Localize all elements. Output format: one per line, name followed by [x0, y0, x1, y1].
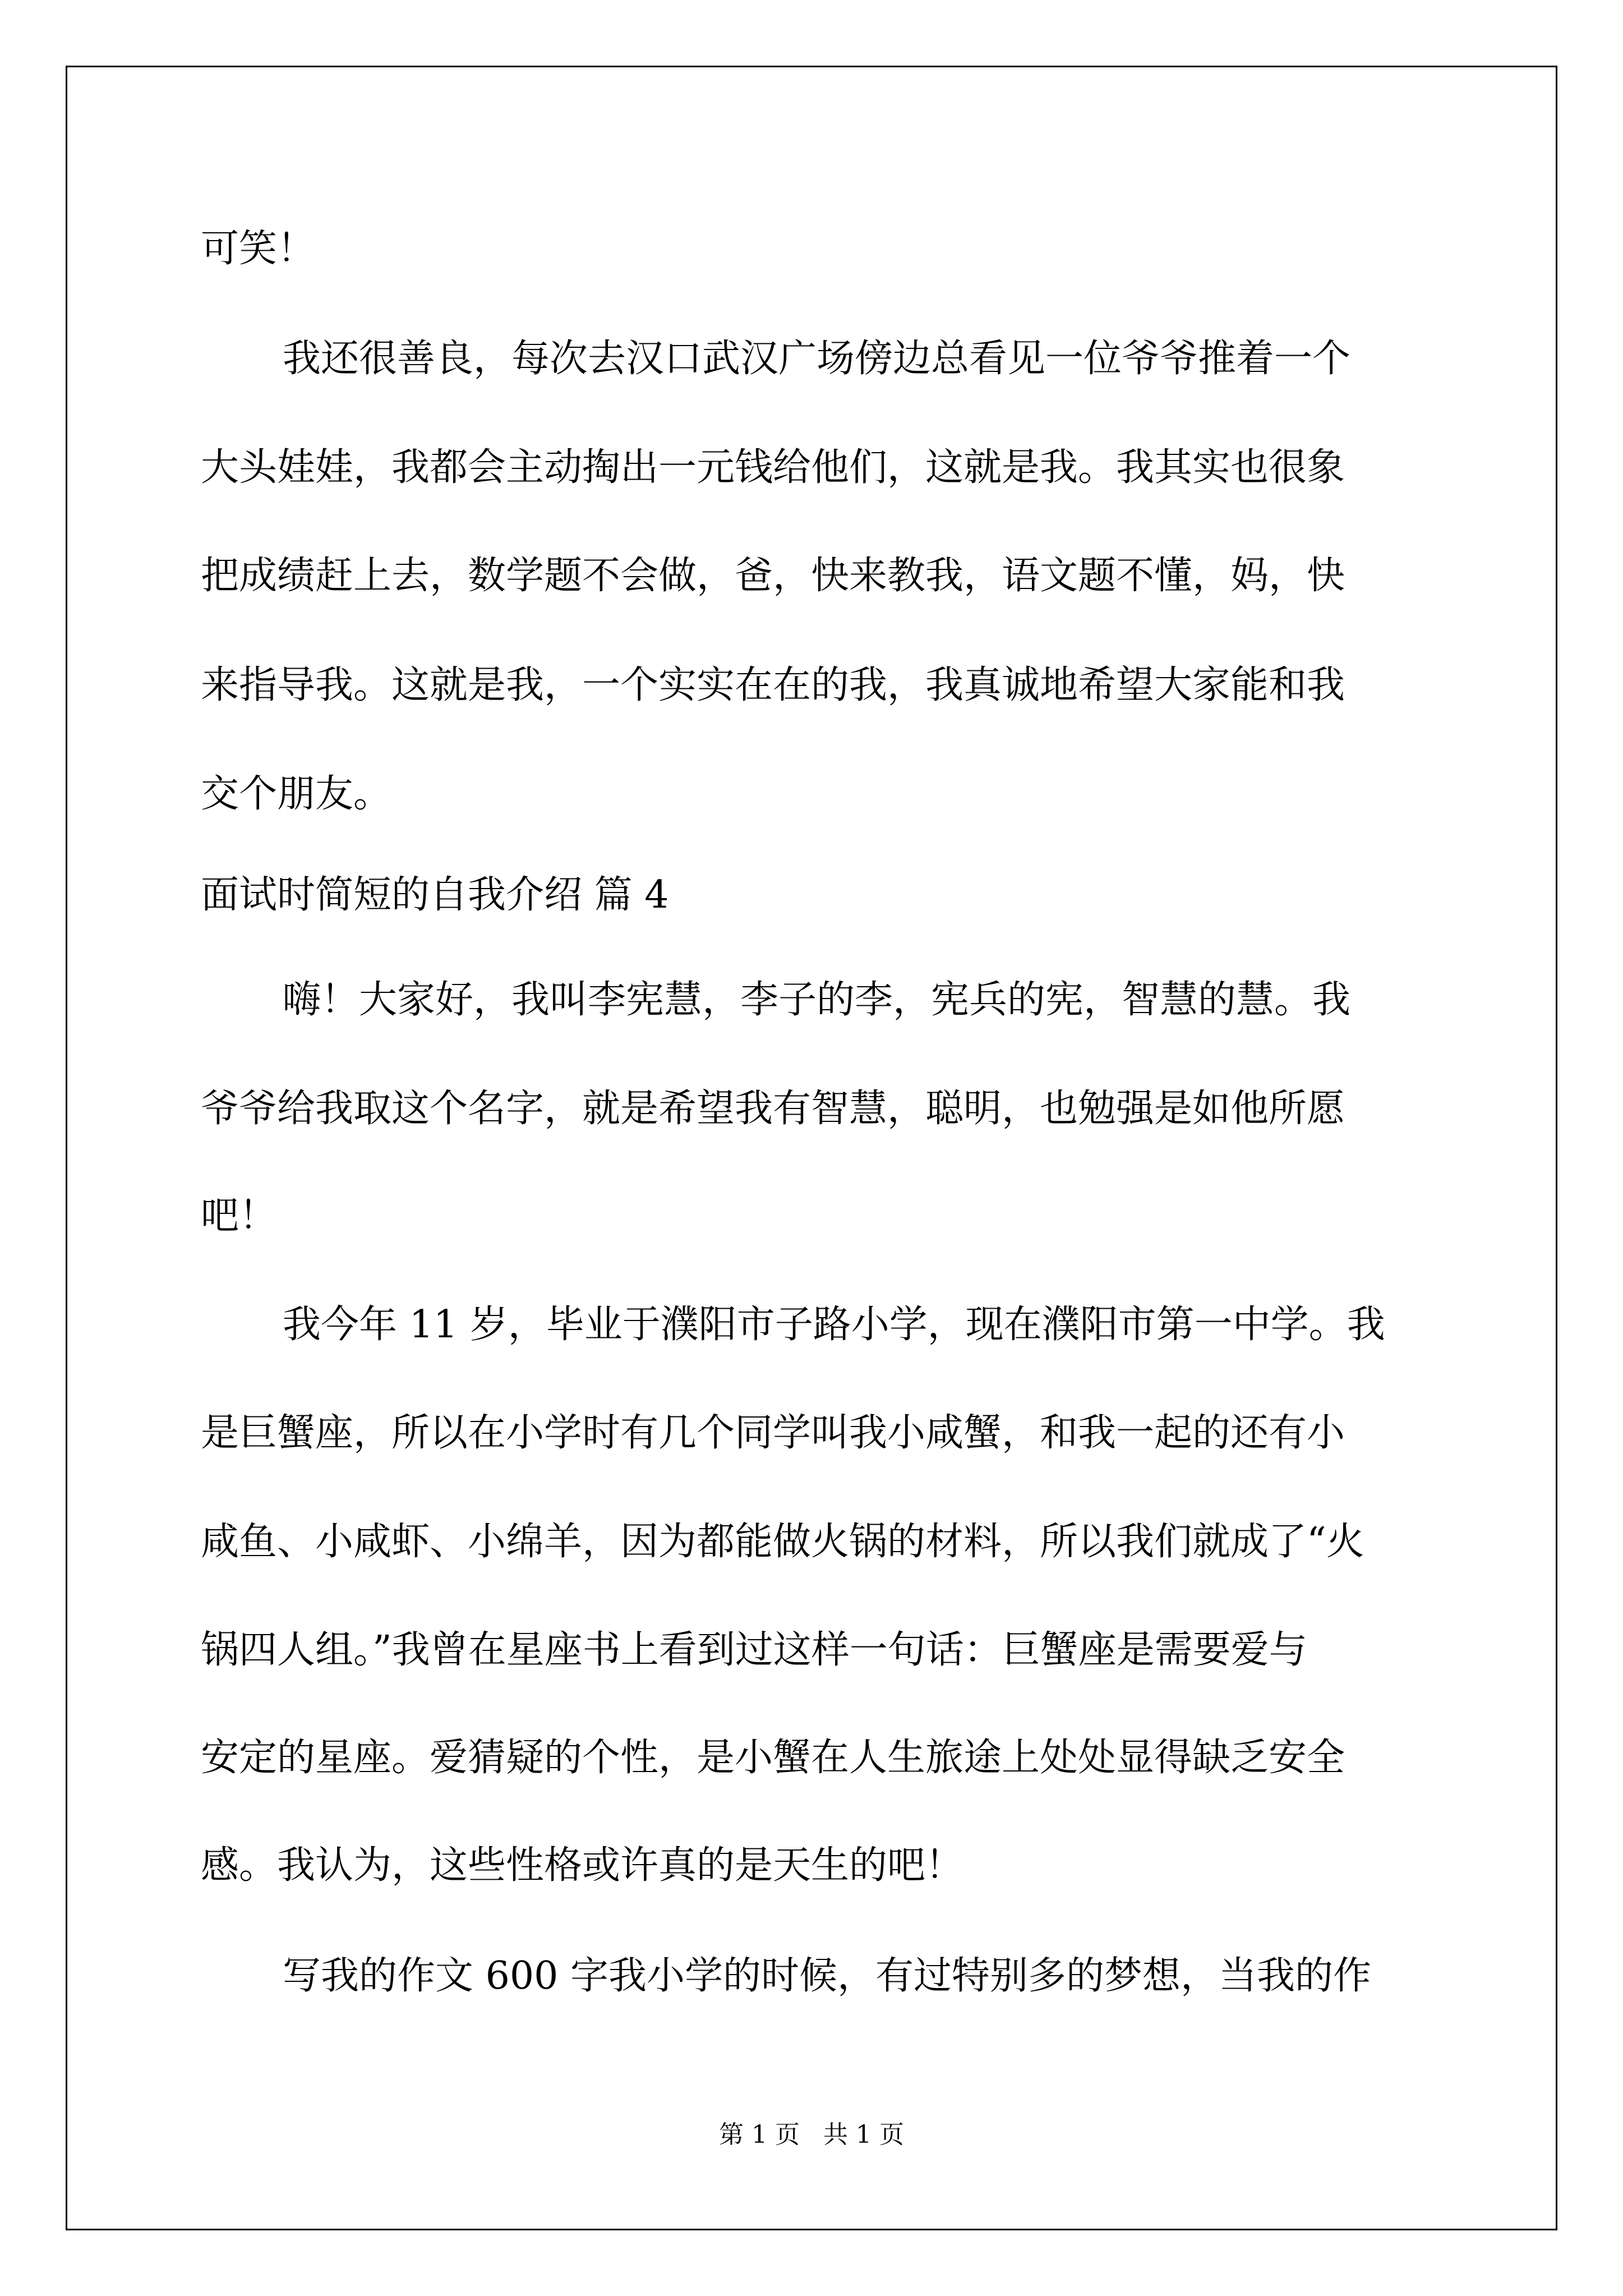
page-footer: 第 1 页 共 1 页	[719, 2120, 904, 2149]
text-line-1: 可笑！	[201, 227, 316, 271]
text-line-5: 来指导我。这就是我，一个实实在在的我，我真诚地希望大家能和我	[201, 663, 1345, 707]
text-line-8: 嗨！大家好，我叫李宪慧，李子的李，宪兵的宪，智慧的慧。我	[283, 978, 1351, 1022]
text-line-13: 咸鱼、小咸虾、小绵羊，因为都能做火锅的材料，所以我们就成了“火	[201, 1520, 1364, 1564]
text-line-11: 我今年 11 岁，毕业于濮阳市子路小学，现在濮阳市第一中学。我	[283, 1303, 1385, 1347]
text-line-2: 我还很善良，每次去汉口武汉广场傍边总看见一位爷爷推着一个	[283, 337, 1351, 381]
text-line-14: 锅四人组。”我曾在星座书上看到过这样一句话：巨蟹座是需要爱与	[201, 1628, 1307, 1672]
text-line-12: 是巨蟹座，所以在小学时有几个同学叫我小咸蟹，和我一起的还有小	[201, 1411, 1345, 1455]
text-line-6: 交个朋友。	[201, 772, 392, 816]
section-heading: 面试时简短的自我介绍 篇 4	[201, 873, 669, 917]
text-line-4: 把成绩赶上去，数学题不会做，爸，快来教我，语文题不懂，妈，快	[201, 554, 1345, 598]
text-line-9: 爷爷给我取这个名字，就是希望我有智慧，聪明，也勉强是如他所愿	[201, 1087, 1345, 1131]
text-line-3: 大头娃娃，我都会主动掏出一元钱给他们，这就是我。我其实也很象	[201, 445, 1345, 490]
page-border	[66, 66, 1557, 2230]
text-line-16: 感。我认为，这些性格或许真的是天生的吧！	[201, 1843, 964, 1888]
text-line-17: 写我的作文 600 字我小学的时候，有过特别多的梦想，当我的作	[283, 1954, 1372, 1998]
text-line-15: 安定的星座。爱猜疑的个性，是小蟹在人生旅途上处处显得缺乏安全	[201, 1736, 1345, 1780]
text-line-10: 吧！	[201, 1194, 278, 1238]
